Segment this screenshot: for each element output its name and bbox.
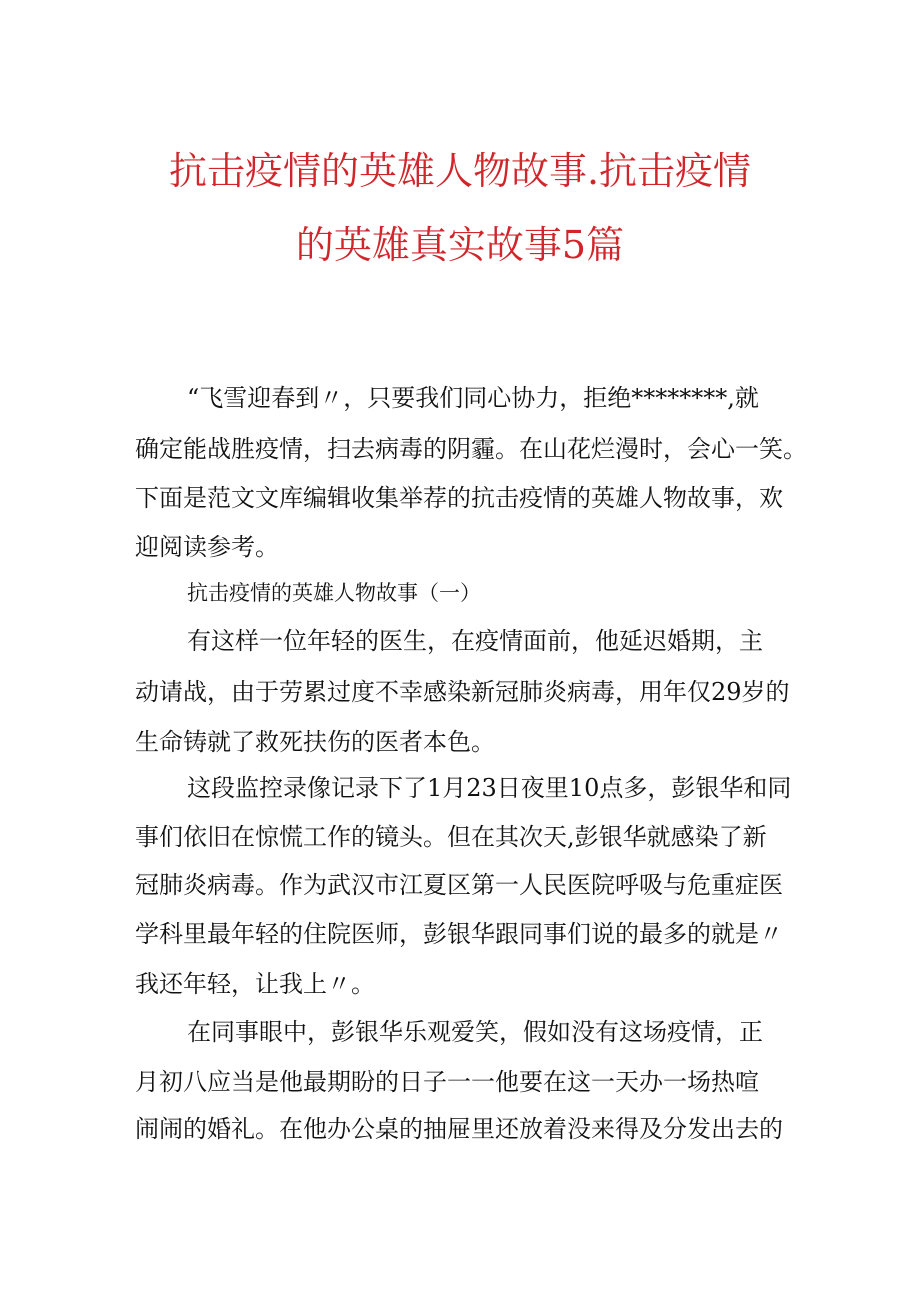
paragraph-3-line-1: 这段监控录像记录下了1月23日夜里10点多，彭银华和同: [187, 774, 792, 802]
paragraph-3-line-2: 事们依旧在惊慌工作的镜头。但在其次天,彭银华就感染了新: [135, 823, 767, 851]
document-title-line-2: 的英雄真实故事5篇: [295, 223, 625, 267]
paragraph-3-line-5: 我还年轻，让我上〃。: [135, 970, 375, 998]
paragraph-4-line-3: 闹闹的婚礼。在他办公桌的抽屉里还放着没来得及分发出去的: [135, 1115, 783, 1143]
paragraph-3-line-3: 冠肺炎病毒。作为武汉市江夏区第一人民医院呼吸与危重症医: [135, 871, 783, 899]
paragraph-1-line-2: 确定能战胜疫情，扫去病毒的阴霾。在山花烂漫时，会心一笑。: [135, 435, 807, 463]
paragraph-1-line-4: 迎阅读参考。: [135, 533, 279, 561]
section-heading: 抗击疫情的英雄人物故事（一）: [187, 581, 481, 605]
paragraph-2-line-3: 生命铸就了救死扶伤的医者本色。: [135, 728, 495, 756]
paragraph-2-line-2: 动请战，由于劳累过度不幸感染新冠肺炎病毒，用年仅29岁的: [135, 678, 790, 706]
paragraph-1-line-3: 下面是范文文库编辑收集举荐的抗击疫情的英雄人物故事，欢: [135, 484, 783, 512]
document-title-line-1: 抗击疫情的英雄人物故事.抗击疫情: [168, 149, 752, 193]
paragraph-1-line-1: “飞雪迎春到〃，只要我们同心协力，拒绝********,就: [187, 384, 759, 412]
paragraph-2-line-1: 有这样一位年轻的医生，在疫情面前，他延迟婚期，主: [187, 627, 763, 655]
paragraph-4-line-2: 月初八应当是他最期盼的日子一一他要在这一天办一场热喧: [135, 1068, 759, 1096]
paragraph-4-line-1: 在同事眼中，彭银华乐观爱笑，假如没有这场疫情，正: [187, 1018, 763, 1046]
paragraph-3-line-4: 学科里最年轻的住院医师，彭银华跟同事们说的最多的就是〃: [135, 920, 783, 948]
